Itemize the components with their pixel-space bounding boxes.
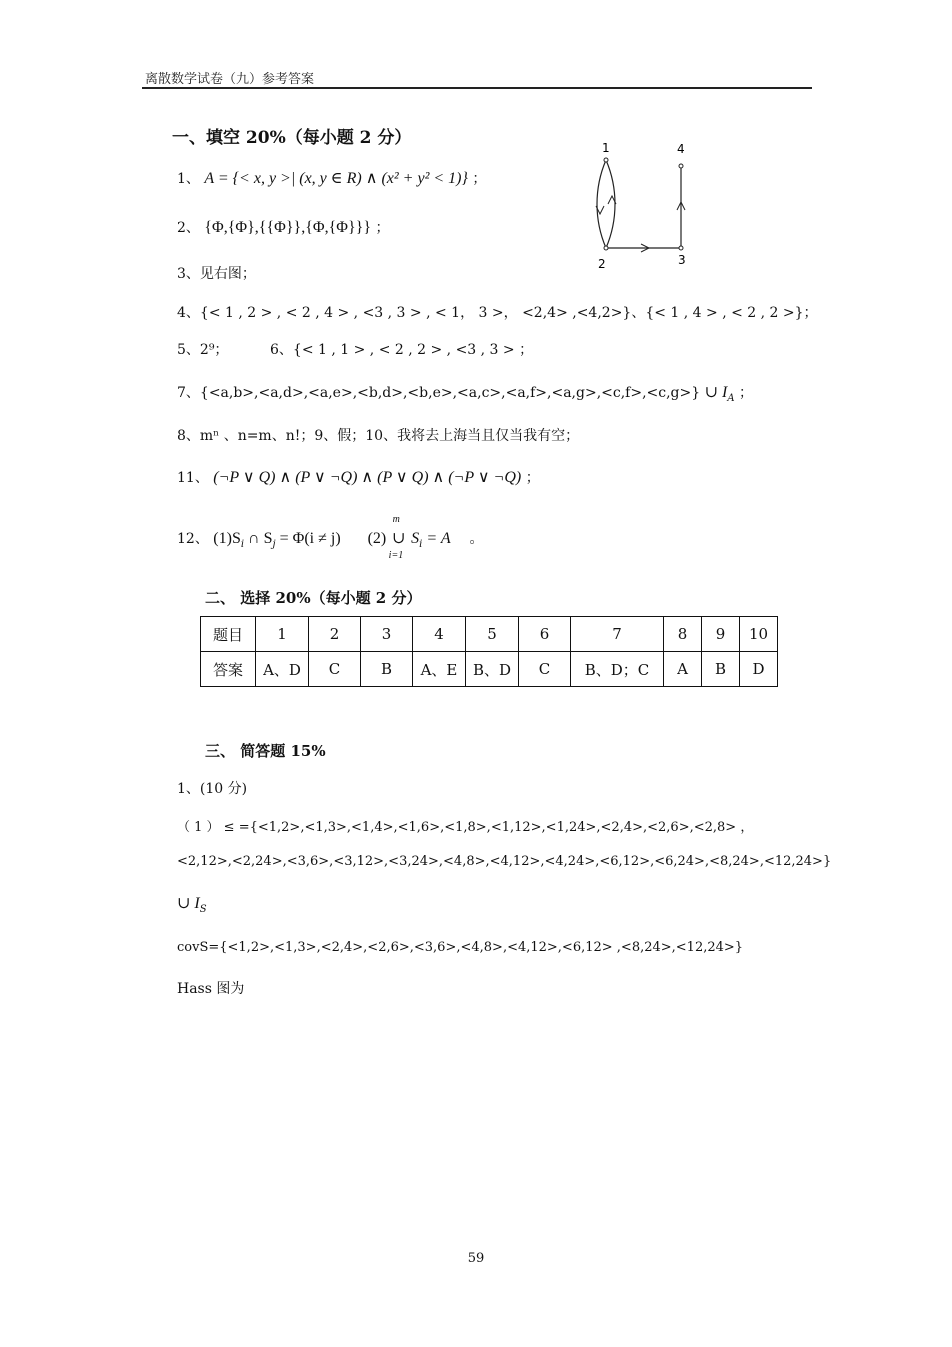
table-cell: 3	[361, 617, 413, 652]
q12-part2: (2)	[367, 530, 387, 547]
q12-cap: ∩ S	[244, 530, 273, 547]
table-cell: 10	[740, 617, 778, 652]
big-union	[388, 514, 407, 561]
q1-label: 1、	[177, 171, 200, 187]
graph-node-1	[604, 158, 608, 162]
table-cell: D	[740, 652, 778, 687]
q11-label: 11、	[177, 470, 209, 486]
q6-line: 6、{< 1 , 1 > , < 2 , 2 > , <3 , 3 > ；	[270, 342, 534, 358]
q7-line	[177, 382, 753, 404]
table-cell: C	[309, 652, 361, 687]
q12-part2-sub: i	[419, 538, 423, 550]
table-cell: A、E	[413, 652, 466, 687]
table-cell: 6	[519, 617, 571, 652]
table-cell: B	[702, 652, 740, 687]
digraph-figure	[585, 138, 695, 268]
section1-title: 一、填空 20%（每小题 2 分）	[172, 128, 412, 148]
table-row	[201, 652, 778, 687]
q12-sub-i: i	[240, 538, 245, 550]
graph-node-4	[679, 164, 683, 168]
q2-end: ；	[375, 220, 390, 236]
graph-edge-2-to-1	[606, 160, 615, 248]
table-cell: 9	[702, 617, 740, 652]
union-identity: ∪ I	[177, 895, 200, 912]
page-number: 59	[467, 1251, 485, 1266]
q12-part2-end: = A	[422, 530, 451, 547]
q8-line: 8、mⁿ 、n=m、n!；9、假；10、我将去上海当且仅当我有空；	[177, 428, 580, 444]
table-cell: B	[361, 652, 413, 687]
answer-table	[200, 616, 778, 687]
table-cell: B、D	[466, 652, 519, 687]
table-row	[201, 617, 778, 652]
union-upper: m	[392, 514, 400, 525]
graph-node-2	[604, 246, 608, 250]
cov-line: covS={<1,2>,<1,3>,<2,4>,<2,6>,<3,6>,<4,8>,<4,12>,<6,12> ,<8,24>,<12,24>}	[177, 940, 744, 955]
table-cell: B、D；C	[571, 652, 664, 687]
table-cell: 1	[256, 617, 309, 652]
q12-line	[177, 514, 484, 561]
table-cell: 4	[413, 617, 466, 652]
graph-node-label-3: 3	[678, 253, 686, 267]
table-cell: A	[664, 652, 702, 687]
q12-part1-end: = Φ(i ≠ j)	[275, 530, 341, 547]
graph-node-3	[679, 246, 683, 250]
table-cell: 题目	[201, 617, 256, 652]
union-lower: i=1	[388, 550, 404, 561]
table-cell: C	[519, 652, 571, 687]
q7-text: 7、{<a,b>,<a,d>,<a,e>,<b,d>,<b,e>,<a,c>,<a,f>,<a,g>,<c,f>,<c,g>}	[177, 385, 701, 401]
identity-sub: S	[199, 903, 207, 915]
table-cell: 2	[309, 617, 361, 652]
q7-sub: A	[727, 392, 735, 404]
section3-title: 三、 简答题 15%	[205, 742, 326, 760]
q12-sub-j: j	[272, 538, 276, 550]
q11-math: (¬P ∨ Q) ∧ (P ∨ ¬Q) ∧ (P ∨ Q) ∧ (¬P ∨ ¬Q)	[213, 469, 522, 486]
table-cell: A、D	[256, 652, 309, 687]
q5-line: 5、2⁹；	[177, 342, 229, 358]
q12-part2-s: S	[411, 530, 420, 547]
header-title: 离散数学试卷（九）参考答案	[145, 72, 315, 87]
graph-edge-1-to-2	[597, 160, 606, 248]
s3-q1-line2: <2,12>,<2,24>,<3,6>,<3,12>,<3,24>,<4,8>,<4,12>,<4,24>,<6,12>,<6,24>,<8,24>,<12,24>}	[177, 854, 832, 869]
q7-end: ；	[739, 385, 754, 401]
header-rule	[142, 87, 812, 89]
q1-math: A = {< x, y >| (x, y ∈ R) ∧ (x² + y² < 1)}	[204, 170, 468, 187]
table-cell: 5	[466, 617, 519, 652]
table-cell: 7	[571, 617, 664, 652]
q12-part1: (1)S	[213, 530, 241, 547]
q2-math: {Φ,{Φ},{{Φ}},{Φ,{Φ}}}	[204, 219, 372, 236]
s3-q1-line1: （ 1 ） ≤ ={<1,2>,<1,3>,<1,4>,<1,6>,<1,8>,<1,12>,<1,24>,<2,4>,<2,6>,<2,8> ，	[177, 820, 754, 835]
q12-label: 12、	[177, 531, 209, 547]
section2-title: 二、 选择 20%（每小题 2 分）	[205, 589, 422, 607]
graph-node-label-4: 4	[677, 142, 685, 156]
table-cell: 8	[664, 617, 702, 652]
q11-line	[177, 467, 540, 487]
q1-line	[177, 168, 486, 188]
q2-line	[177, 217, 389, 237]
graph-node-label-1: 1	[602, 141, 610, 155]
s3-q1-line3	[177, 893, 207, 915]
s3-q1-label: 1、(10 分)	[177, 781, 248, 797]
hass-line: Hass 图为	[177, 981, 245, 997]
q7-tail: ∪ I	[704, 384, 728, 401]
q12-end: 。	[469, 531, 484, 547]
q3-line: 3、见右图；	[177, 266, 256, 282]
graph-node-label-2: 2	[598, 257, 606, 268]
q2-label: 2、	[177, 220, 200, 236]
table-cell: 答案	[201, 652, 256, 687]
union-symbol: ∪	[391, 530, 406, 547]
q1-end: ；	[472, 171, 487, 187]
q4-line: 4、{< 1 , 2 > , < 2 , 4 > , <3 , 3 > , < 1， 3 >， <2,4> ,<4,2>}、{< 1 , 4 > , < 2 , 2 >}；	[177, 305, 818, 321]
q11-end: ；	[525, 470, 540, 486]
